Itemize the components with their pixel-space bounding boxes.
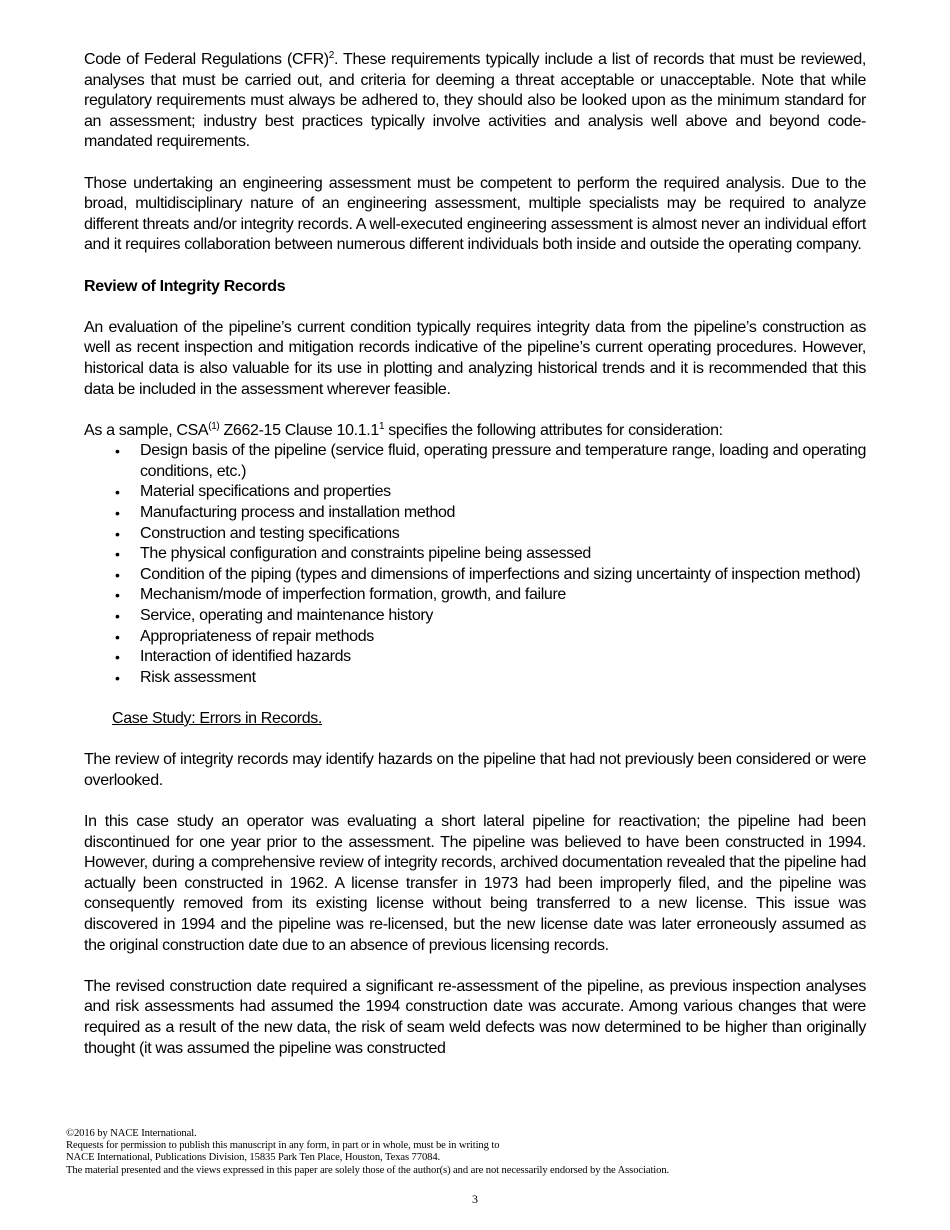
list-item-text: Material specifications and properties <box>140 483 391 501</box>
list-intro-text: Z662-15 Clause 10.1.1 <box>219 421 379 439</box>
list-item-text: Manufacturing process and installation method <box>140 504 456 522</box>
footer-disclaimer: The material presented and the views expressed in this paper are solely those of the author(s) and are not necessarily endorsed by the Association. <box>66 1164 670 1176</box>
list-item-text: Design basis of the pipeline (service fluid, operating pressure and temperature range, loading and operating conditions, etc.) <box>140 442 866 480</box>
list-intro-text: As a sample, CSA <box>84 421 209 439</box>
page-footer <box>66 1128 866 1177</box>
paragraph-text: . These requirements typically include a list of records that must be reviewed, analyses that must be carried out, and criteria for deeming a threat acceptable or unacceptable. Note that while regulatory requirements must always be adhered to, they should also be looked upon as the minimum standard for an assessment; industry best practices typically involve activities and analysis well above and beyond code-mandated requirements. <box>84 51 866 151</box>
bullet-icon: • <box>115 525 120 542</box>
bullet-icon: • <box>115 587 120 604</box>
list-item-text: Service, operating and maintenance history <box>140 607 434 625</box>
list-item-text: Interaction of identified hazards <box>140 648 351 666</box>
bullet-icon: • <box>115 669 120 686</box>
list-item <box>84 503 866 524</box>
footer-copyright: ©2016 by NACE International. <box>66 1128 197 1139</box>
list-item-text: Risk assessment <box>140 668 256 686</box>
list-item-text: Construction and testing specifications <box>140 524 400 542</box>
bullet-icon: • <box>115 484 120 501</box>
paragraph-text: Code of Federal Regulations (CFR) <box>84 51 329 68</box>
section-heading: Review of Integrity Records <box>84 277 286 295</box>
list-intro <box>84 421 866 442</box>
bullet-icon: • <box>115 649 120 666</box>
bullet-icon: • <box>115 505 120 522</box>
footer-address: NACE International, Publications Division, 15835 Park Ten Place, Houston, Texas 77084. <box>66 1152 441 1164</box>
list-item <box>84 544 866 565</box>
list-item-text: The physical configuration and constraints pipeline being assessed <box>140 545 591 563</box>
paragraph-cfr-requirements <box>84 50 866 153</box>
list-item <box>84 585 866 606</box>
document-body <box>84 50 866 1059</box>
paragraph-evaluation: An evaluation of the pipeline’s current condition typically requires integrity data from the pipeline’s construction as well as recent inspection and mitigation records indicative of the pipeline’s current operating procedures. However, historical data is also valuable for its use in plotting and analyzing historical trends and it is recommended that this data be included in the assessment wherever feasible. <box>84 318 866 398</box>
page-number: 3 <box>472 1192 478 1206</box>
list-item-text: Mechanism/mode of imperfection formation, growth, and failure <box>140 586 566 604</box>
footnote-ref: (1) <box>208 420 220 432</box>
bullet-icon: • <box>115 566 120 583</box>
list-item <box>84 565 866 586</box>
bullet-icon: • <box>115 628 120 645</box>
paragraph-hazards: The review of integrity records may identify hazards on the pipeline that had not previously been considered or were overlooked. <box>84 751 866 789</box>
bullet-icon: • <box>115 443 120 460</box>
footer-permission: Requests for permission to publish this manuscript in any form, in part or in whole, must be in writing to <box>66 1140 500 1152</box>
list-item <box>84 524 866 545</box>
footnote-ref: 2 <box>328 50 334 61</box>
list-item-text: Condition of the piping (types and dimensions of imperfections and sizing uncertainty of inspection method) <box>140 565 861 583</box>
list-item <box>84 606 866 627</box>
attributes-list <box>84 441 866 688</box>
paragraph-revised-date: The revised construction date required a significant re-assessment of the pipeline, as previous inspection analyses and risk assessments had assumed the 1994 construction date was accurate. Among various changes that were required as a result of the new data, the risk of seam weld defects was now determined to be higher than originally thought (it was assumed the pipeline was constructed <box>84 977 866 1057</box>
list-item <box>84 482 866 503</box>
list-intro-text: specifies the following attributes for consideration: <box>384 421 723 439</box>
list-item <box>84 647 866 668</box>
list-item-text: Appropriateness of repair methods <box>140 627 374 645</box>
list-item <box>84 627 866 648</box>
bullet-icon: • <box>115 546 120 563</box>
case-study-title: Case Study: Errors in Records. <box>112 710 323 727</box>
paragraph-case-study: In this case study an operator was evaluating a short lateral pipeline for reactivation; the pipeline had been discontinued for one year prior to the assessment. The pipeline was believed to have been constructed in 1994. However, during a comprehensive review of integrity records, archived documentation revealed that the pipeline had actually been constructed in 1962. A license transfer in 1973 had been improperly filed, and the pipeline was consequently removed from its existing license without being transferred to a new license. This issue was discovered in 1994 and the pipeline was re-licensed, but the new license date was later erroneously assumed as the original construction date due to an absence of previous licensing records. <box>84 812 866 954</box>
footnote-ref: 1 <box>378 420 385 432</box>
list-item <box>84 668 866 689</box>
bullet-icon: • <box>115 608 120 625</box>
paragraph-competence: Those undertaking an engineering assessment must be competent to perform the required analysis. Due to the broad, multidisciplinary nature of an engineering assessment, multiple specialists may be required to analyze different threats and/or integrity records. A well-executed engineering assessment is almost never an individual effort and it requires collaboration between numerous different individuals both inside and outside the operating company. <box>84 174 866 254</box>
list-item <box>84 441 866 482</box>
